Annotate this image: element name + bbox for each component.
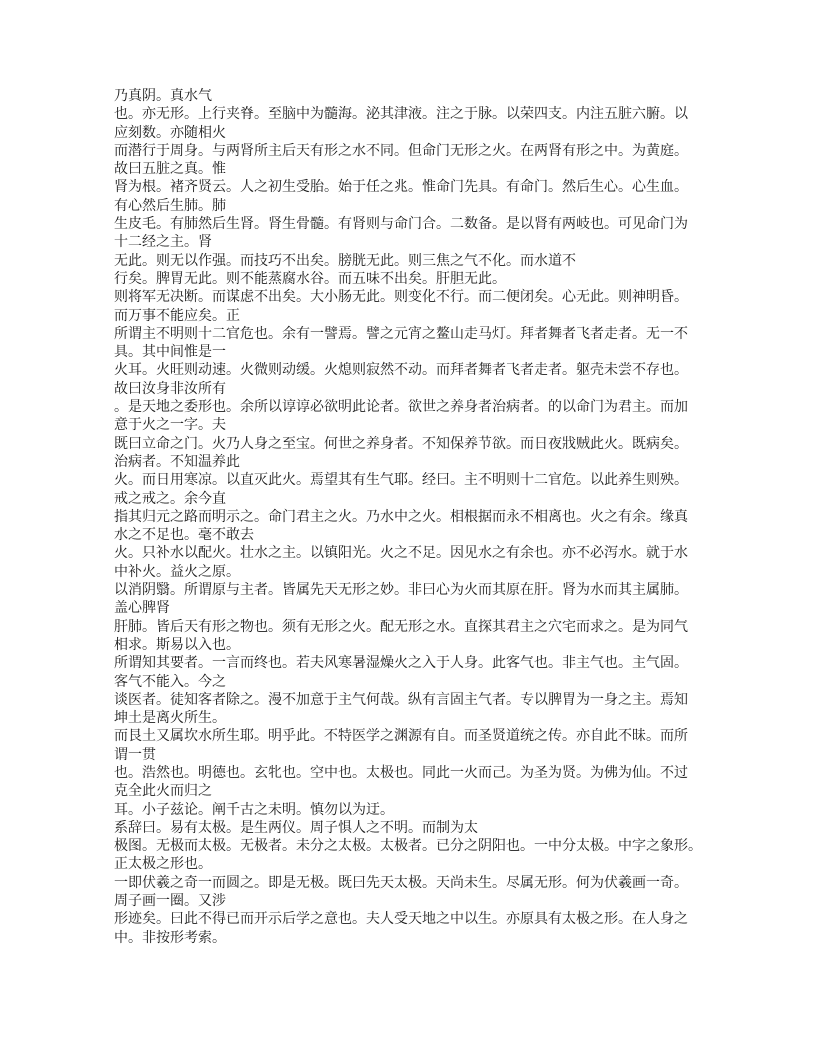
text-line: 戒之戒之。余今直 [114,491,226,507]
text-line: 正太极之形也。 [114,857,212,873]
text-line: 一即伏羲之奇一而圆之。即是无极。既曰先天太极。天尚未生。尽属无形。何为伏羲画一奇。 [114,875,688,891]
text-line: 具。其中间惟是一 [114,345,226,361]
text-line: 中。非按形考索。 [114,930,226,946]
text-line: 而艮土又属坎水所生耶。明乎此。不特医学之渊源有自。而圣贤道统之传。亦自此不昧。而所 [114,729,688,745]
text-line: 客气不能入。今之 [114,674,226,690]
text-line: 也。亦无形。上行夹脊。至脑中为髓海。泌其津液。注之于脉。以荣四支。内注五脏六腑。以 [114,107,688,123]
text-line: 而潜行于周身。与两肾所主后天有形之水不同。但命门无形之火。在两肾有形之中。为黄庭。 [114,143,688,159]
text-line: 无此。则无以作强。而技巧不出矣。膀胱无此。则三焦之气不化。而水道不 [114,253,576,269]
text-line: 生皮毛。有肺然后生肾。肾生骨髓。有肾则与命门合。二数备。是以肾有两岐也。可见命门为 [114,217,688,233]
text-line: 水之不足也。毫不敢去 [114,528,254,544]
text-line: 谈医者。徒知客者除之。漫不加意于主气何哉。纵有言固主气者。专以脾胃为一身之主。焉知 [114,692,688,708]
text-line: 肾为根。褚齐贤云。人之初生受胎。始于任之兆。惟命门先具。有命门。然后生心。心生血。 [114,180,688,196]
text-line: 坤土是离火所生。 [114,711,226,727]
text-line: 治病者。不知温养此 [114,454,240,470]
text-line: 有心然后生肺。肺 [114,198,226,214]
text-line: 克全此火而归之 [114,784,212,800]
text-line: 则将军无决断。而谋虑不出矣。大小肠无此。则变化不行。而二便闭矣。心无此。则神明昏。 [114,290,688,306]
text-line: 。是天地之委形也。余所以谆谆必欲明此论者。欲世之养身者治病者。的以命门为君主。而加 [114,400,688,416]
text-line: 以消阴翳。所谓原与主者。皆属先天无形之妙。非曰心为火而其原在肝。肾为水而其主属肺。 [114,583,688,599]
text-line: 也。浩然也。明德也。玄牝也。空中也。太极也。同此一火而己。为圣为贤。为佛为仙。不过 [114,765,688,781]
text-line: 所谓知其要者。一言而终也。若夫风寒暑湿燥火之入于人身。此客气也。非主气也。主气固。 [114,656,688,672]
text-line: 乃真阴。真水气 [114,89,212,104]
text-line: 应刻数。亦随相火 [114,125,226,141]
text-line: 十二经之主。肾 [114,235,212,251]
text-line: 肝肺。皆后天有形之物也。须有无形之火。配无形之水。直探其君主之穴宅而求之。是为同气 [114,619,688,635]
text-line: 而万事不能应矣。正 [114,308,240,324]
text-line: 意于火之一字。夫 [114,418,226,434]
text-line: 既曰立命之门。火乃人身之至宝。何世之养身者。不知保养节欲。而日夜戕贼此火。既病矣。 [114,436,688,452]
text-line: 行矣。脾胃无此。则不能蒸腐水谷。而五味不出矣。肝胆无此。 [114,271,506,287]
text-line: 周子画一圈。又涉 [114,894,226,910]
text-line: 相求。斯易以入也。 [114,637,240,653]
text-line: 中补火。益火之原。 [114,564,240,580]
text-line: 火耳。火旺则动速。火微则动缓。火熄则寂然不动。而拜者舞者飞者走者。躯壳未尝不存也。 [114,363,688,379]
text-line: 耳。小子兹论。阐千古之未明。慎勿以为迂。 [114,802,394,818]
text-line: 故曰五脏之真。惟 [114,162,226,178]
text-line: 所谓主不明则十二官危也。余有一譬焉。譬之元宵之鳌山走马灯。拜者舞者飞者走者。无一不 [114,326,688,342]
text-line: 火。而日用寒凉。以直灭此火。焉望其有生气耶。经曰。主不明则十二官危。以此养生则殃。 [114,473,688,489]
text-line: 形迹矣。曰此不得已而开示后学之意也。夫人受天地之中以生。亦原具有太极之形。在人身之 [114,912,688,928]
text-line: 故曰汝身非汝所有 [114,381,226,397]
text-line: 盖心脾肾 [114,601,170,617]
text-line: 指其归元之路而明示之。命门君主之火。乃水中之火。相根据而永不相离也。火之有余。缘真 [114,509,688,525]
text-block [114,88,724,948]
text-line: 极图。无极而太极。无极者。未分之太极。太极者。已分之阴阳也。一中分太极。中字之象形。 [114,839,702,855]
text-line: 系辞曰。易有太极。是生两仪。周子惧人之不明。而制为太 [114,820,478,836]
text-line: 火。只补水以配火。壮水之主。以镇阳光。火之不足。因见水之有余也。亦不必泻水。就于水 [114,546,688,562]
text-line: 谓一贯 [114,747,156,763]
